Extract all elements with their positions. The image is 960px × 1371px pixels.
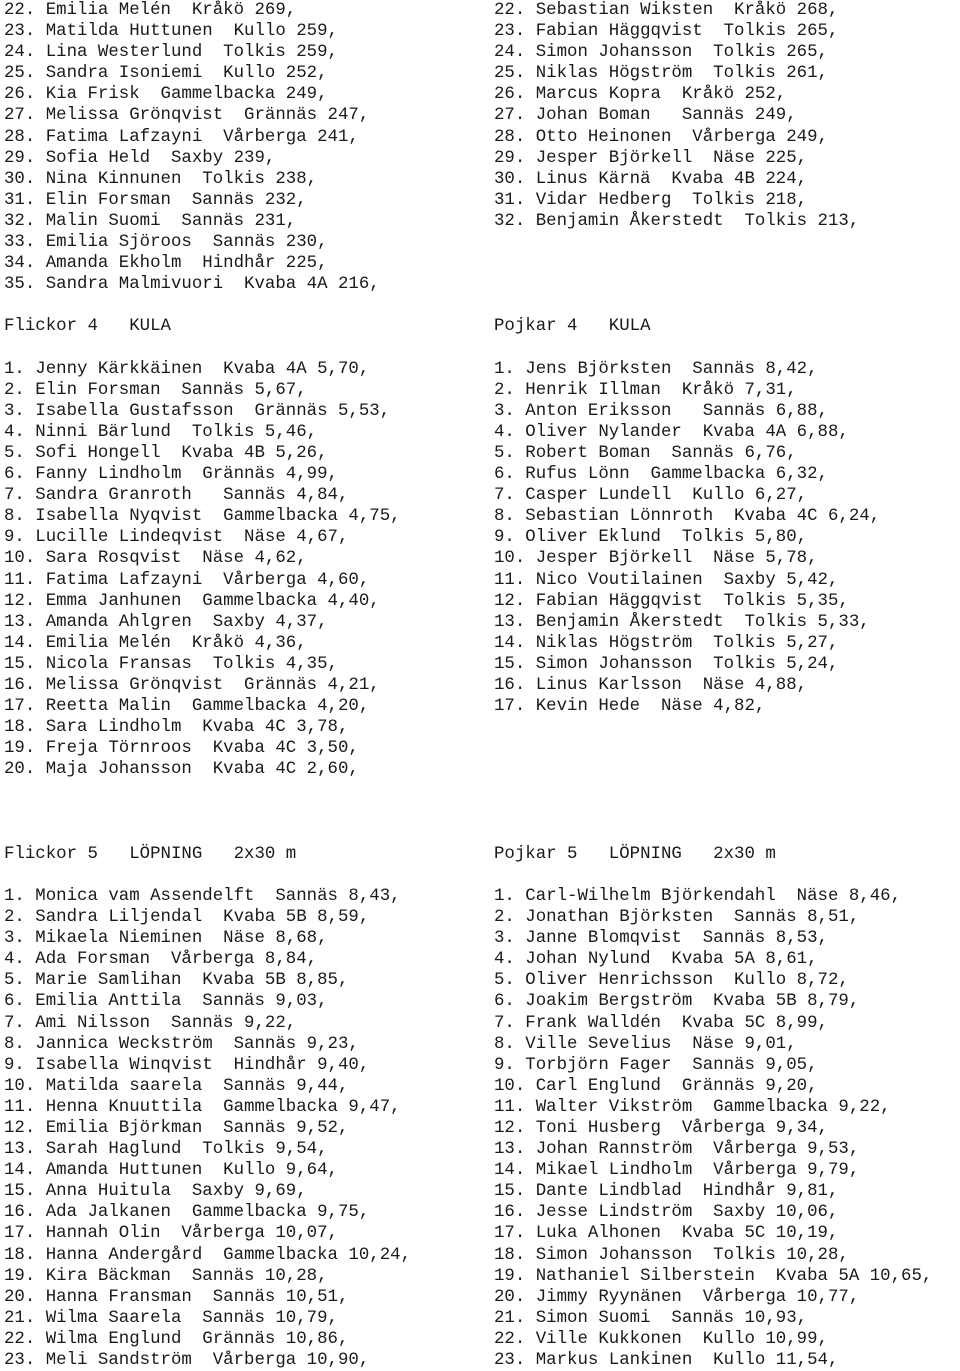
result-line: 6. Joakim Bergström Kvaba 5B 8,79, <box>494 992 860 1012</box>
result-line: 13. Sarah Haglund Tolkis 9,54, <box>4 1140 328 1160</box>
result-line: 16. Melissa Grönqvist Grännäs 4,21, <box>4 676 380 695</box>
result-line: 1. Jens Björksten Sannäs 8,42, <box>494 359 818 379</box>
result-line: 25. Sandra Isoniemi Kullo 252, <box>4 64 328 84</box>
result-line: 17. Reetta Malin Gammelbacka 4,20, <box>4 697 370 717</box>
result-line: 29. Sofia Held Saxby 239, <box>4 148 276 168</box>
result-line: 10. Jesper Björkell Näse 5,78, <box>494 549 818 569</box>
result-line: 16. Linus Karlsson Näse 4,88, <box>494 676 808 695</box>
result-line: 5. Robert Boman Sannäs 6,76, <box>494 443 797 463</box>
result-line: 2. Sandra Liljendal Kvaba 5B 8,59, <box>4 908 370 928</box>
result-line: 8. Sebastian Lönnroth Kvaba 4C 6,24, <box>494 507 881 527</box>
result-line: 2. Jonathan Björksten Sannäs 8,51, <box>494 908 860 928</box>
spacer <box>4 865 411 886</box>
result-line: 7. Casper Lundell Kullo 6,27, <box>494 486 808 506</box>
result-line: 28. Otto Heinonen Vårberga 249, <box>494 127 828 147</box>
result-line: 23. Markus Lankinen Kullo 11,54, <box>494 1351 839 1371</box>
right-column <box>494 0 932 1371</box>
result-line: 8. Isabella Nyqvist Gammelbacka 4,75, <box>4 507 401 527</box>
result-line: 23. Fabian Häggqvist Tolkis 265, <box>494 22 839 42</box>
result-line: 3. Mikaela Nieminen Näse 8,68, <box>4 929 328 949</box>
result-line: 3. Janne Blomqvist Sannäs 8,53, <box>494 929 828 949</box>
result-line: 21. Wilma Saarela Sannäs 10,79, <box>4 1308 338 1328</box>
result-line: 7. Sandra Granroth Sannäs 4,84, <box>4 486 349 506</box>
spacer <box>494 759 932 780</box>
spacer <box>494 865 932 886</box>
result-line: 9. Isabella Winqvist Hindhår 9,40, <box>4 1055 370 1075</box>
result-line: 13. Amanda Ahlgren Saxby 4,37, <box>4 612 328 632</box>
result-line: 1. Monica vam Assendelft Sannäs 8,43, <box>4 886 401 906</box>
spacer <box>4 295 411 316</box>
result-line: 1. Jenny Kärkkäinen Kvaba 4A 5,70, <box>4 359 370 379</box>
result-line: 19. Kira Bäckman Sannäs 10,28, <box>4 1266 328 1286</box>
boys-4-kula-results <box>494 359 932 718</box>
result-line: 18. Sara Lindholm Kvaba 4C 3,78, <box>4 718 349 738</box>
result-line: 20. Jimmy Ryynänen Vårberga 10,77, <box>494 1287 860 1307</box>
result-line: 15. Anna Huitula Saxby 9,69, <box>4 1182 307 1202</box>
result-line: 24. Lina Westerlund Tolkis 259, <box>4 43 338 63</box>
result-line: 14. Mikael Lindholm Vårberga 9,79, <box>494 1161 860 1181</box>
result-line: 22. Wilma Englund Grännäs 10,86, <box>4 1329 349 1349</box>
result-line: 1. Carl-Wilhelm Björkendahl Näse 8,46, <box>494 886 902 906</box>
result-line: 6. Fanny Lindholm Grännäs 4,99, <box>4 465 338 485</box>
result-line: 28. Fatima Lafzayni Vårberga 241, <box>4 127 359 147</box>
result-line: 32. Malin Suomi Sannäs 231, <box>4 211 297 231</box>
spacer <box>494 232 932 253</box>
result-line: 4. Johan Nylund Kvaba 5A 8,61, <box>494 950 818 970</box>
result-line: 13. Benjamin Åkerstedt Tolkis 5,33, <box>494 612 870 632</box>
spacer <box>494 274 932 295</box>
result-line: 26. Kia Frisk Gammelbacka 249, <box>4 85 328 105</box>
spacer <box>494 738 932 759</box>
result-line: 15. Dante Lindblad Hindhår 9,81, <box>494 1182 839 1202</box>
result-line: 26. Marcus Kopra Kråkö 252, <box>494 85 787 105</box>
result-line: 19. Nathaniel Silberstein Kvaba 5A 10,65, <box>494 1266 933 1286</box>
result-line: 2. Elin Forsman Sannäs 5,67, <box>4 380 307 400</box>
spacer <box>4 780 411 843</box>
left-column <box>4 0 411 1371</box>
result-line: 12. Fabian Häggqvist Tolkis 5,35, <box>494 591 849 611</box>
spacer <box>494 295 932 316</box>
result-line: 22. Ville Kukkonen Kullo 10,99, <box>494 1329 828 1349</box>
section-heading-girls-4-kula: Flickor 4 KULA <box>4 317 171 337</box>
result-line: 24. Simon Johansson Tolkis 265, <box>494 43 828 63</box>
result-line: 4. Ninni Bärlund Tolkis 5,46, <box>4 422 318 442</box>
result-line: 4. Ada Forsman Vårberga 8,84, <box>4 950 318 970</box>
result-line: 11. Fatima Lafzayni Vårberga 4,60, <box>4 570 370 590</box>
result-line: 14. Emilia Melén Kråkö 4,36, <box>4 633 307 653</box>
result-line: 12. Emilia Björkman Sannäs 9,52, <box>4 1118 349 1138</box>
result-line: 14. Niklas Högström Tolkis 5,27, <box>494 633 839 653</box>
result-line: 18. Simon Johansson Tolkis 10,28, <box>494 1245 849 1265</box>
result-line: 10. Sara Rosqvist Näse 4,62, <box>4 549 307 569</box>
result-line: 20. Maja Johansson Kvaba 4C 2,60, <box>4 760 359 780</box>
girls-4-kula-results <box>4 359 411 781</box>
section-heading-boys-4-kula: Pojkar 4 KULA <box>494 317 651 337</box>
result-line: 27. Johan Boman Sannäs 249, <box>494 106 797 126</box>
result-line: 32. Benjamin Åkerstedt Tolkis 213, <box>494 211 860 231</box>
result-line: 30. Linus Kärnä Kvaba 4B 224, <box>494 169 808 189</box>
result-line: 11. Walter Vikström Gammelbacka 9,22, <box>494 1097 891 1117</box>
girls-results-continued <box>4 0 411 295</box>
result-line: 10. Matilda saarela Sannäs 9,44, <box>4 1076 349 1096</box>
result-line: 33. Emilia Sjöroos Sannäs 230, <box>4 233 328 253</box>
result-line: 5. Sofi Hongell Kvaba 4B 5,26, <box>4 443 328 463</box>
result-line: 5. Oliver Henrichsson Kullo 8,72, <box>494 971 849 991</box>
result-line: 12. Toni Husberg Vårberga 9,34, <box>494 1118 828 1138</box>
result-line: 35. Sandra Malmivuori Kvaba 4A 216, <box>4 275 380 295</box>
spacer <box>494 780 932 843</box>
spacer <box>494 717 932 738</box>
result-line: 31. Vidar Hedberg Tolkis 218, <box>494 190 808 210</box>
result-line: 14. Amanda Huttunen Kullo 9,64, <box>4 1161 338 1181</box>
result-line: 19. Freja Törnroos Kvaba 4C 3,50, <box>4 739 359 759</box>
result-line: 15. Nicola Fransas Tolkis 4,35, <box>4 654 338 674</box>
result-line: 7. Ami Nilsson Sannäs 9,22, <box>4 1013 297 1033</box>
result-line: 11. Henna Knuuttila Gammelbacka 9,47, <box>4 1097 401 1117</box>
spacer <box>4 338 411 359</box>
result-line: 9. Torbjörn Fager Sannäs 9,05, <box>494 1055 818 1075</box>
result-line: 30. Nina Kinnunen Tolkis 238, <box>4 169 318 189</box>
result-line: 16. Ada Jalkanen Gammelbacka 9,75, <box>4 1203 370 1223</box>
result-line: 9. Oliver Eklund Tolkis 5,80, <box>494 528 808 548</box>
spacer <box>494 338 932 359</box>
girls-5-lopning-results <box>4 886 411 1371</box>
result-line: 7. Frank Walldén Kvaba 5C 8,99, <box>494 1013 828 1033</box>
result-line: 3. Isabella Gustafsson Grännäs 5,53, <box>4 401 391 421</box>
result-line: 6. Rufus Lönn Gammelbacka 6,32, <box>494 465 828 485</box>
result-line: 29. Jesper Björkell Näse 225, <box>494 148 808 168</box>
result-line: 5. Marie Samlihan Kvaba 5B 8,85, <box>4 971 349 991</box>
boys-5-lopning-results <box>494 886 932 1371</box>
result-line: 16. Jesse Lindström Saxby 10,06, <box>494 1203 839 1223</box>
result-line: 8. Ville Sevelius Näse 9,01, <box>494 1034 797 1054</box>
result-line: 17. Kevin Hede Näse 4,82, <box>494 697 766 717</box>
result-line: 9. Lucille Lindeqvist Näse 4,67, <box>4 528 349 548</box>
result-line: 3. Anton Eriksson Sannäs 6,88, <box>494 401 828 421</box>
boys-results-continued <box>494 0 932 232</box>
result-line: 11. Nico Voutilainen Saxby 5,42, <box>494 570 839 590</box>
result-line: 8. Jannica Weckström Sannäs 9,23, <box>4 1034 359 1054</box>
result-line: 2. Henrik Illman Kråkö 7,31, <box>494 380 797 400</box>
result-line: 21. Simon Suomi Sannäs 10,93, <box>494 1308 808 1328</box>
result-line: 10. Carl Englund Grännäs 9,20, <box>494 1076 818 1096</box>
result-line: 22. Emilia Melén Kråkö 269, <box>4 1 297 20</box>
result-line: 23. Meli Sandström Vårberga 10,90, <box>4 1351 370 1371</box>
result-line: 25. Niklas Högström Tolkis 261, <box>494 64 828 84</box>
result-line: 31. Elin Forsman Sannäs 232, <box>4 190 307 210</box>
result-line: 23. Matilda Huttunen Kullo 259, <box>4 22 338 42</box>
result-line: 18. Hanna Andergård Gammelbacka 10,24, <box>4 1245 412 1265</box>
result-line: 17. Luka Alhonen Kvaba 5C 10,19, <box>494 1224 839 1244</box>
result-line: 17. Hannah Olin Vårberga 10,07, <box>4 1224 338 1244</box>
section-heading-girls-5-lopning: Flickor 5 LÖPNING 2x30 m <box>4 844 297 864</box>
result-line: 6. Emilia Anttila Sannäs 9,03, <box>4 992 328 1012</box>
result-line: 12. Emma Janhunen Gammelbacka 4,40, <box>4 591 380 611</box>
result-line: 34. Amanda Ekholm Hindhår 225, <box>4 254 328 274</box>
result-line: 13. Johan Rannström Vårberga 9,53, <box>494 1140 860 1160</box>
result-line: 20. Hanna Fransman Sannäs 10,51, <box>4 1287 349 1307</box>
section-heading-boys-5-lopning: Pojkar 5 LÖPNING 2x30 m <box>494 844 776 864</box>
result-line: 4. Oliver Nylander Kvaba 4A 6,88, <box>494 422 849 442</box>
result-line: 15. Simon Johansson Tolkis 5,24, <box>494 654 839 674</box>
result-line: 27. Melissa Grönqvist Grännäs 247, <box>4 106 370 126</box>
result-line: 22. Sebastian Wiksten Kråkö 268, <box>494 1 839 20</box>
spacer <box>494 253 932 274</box>
